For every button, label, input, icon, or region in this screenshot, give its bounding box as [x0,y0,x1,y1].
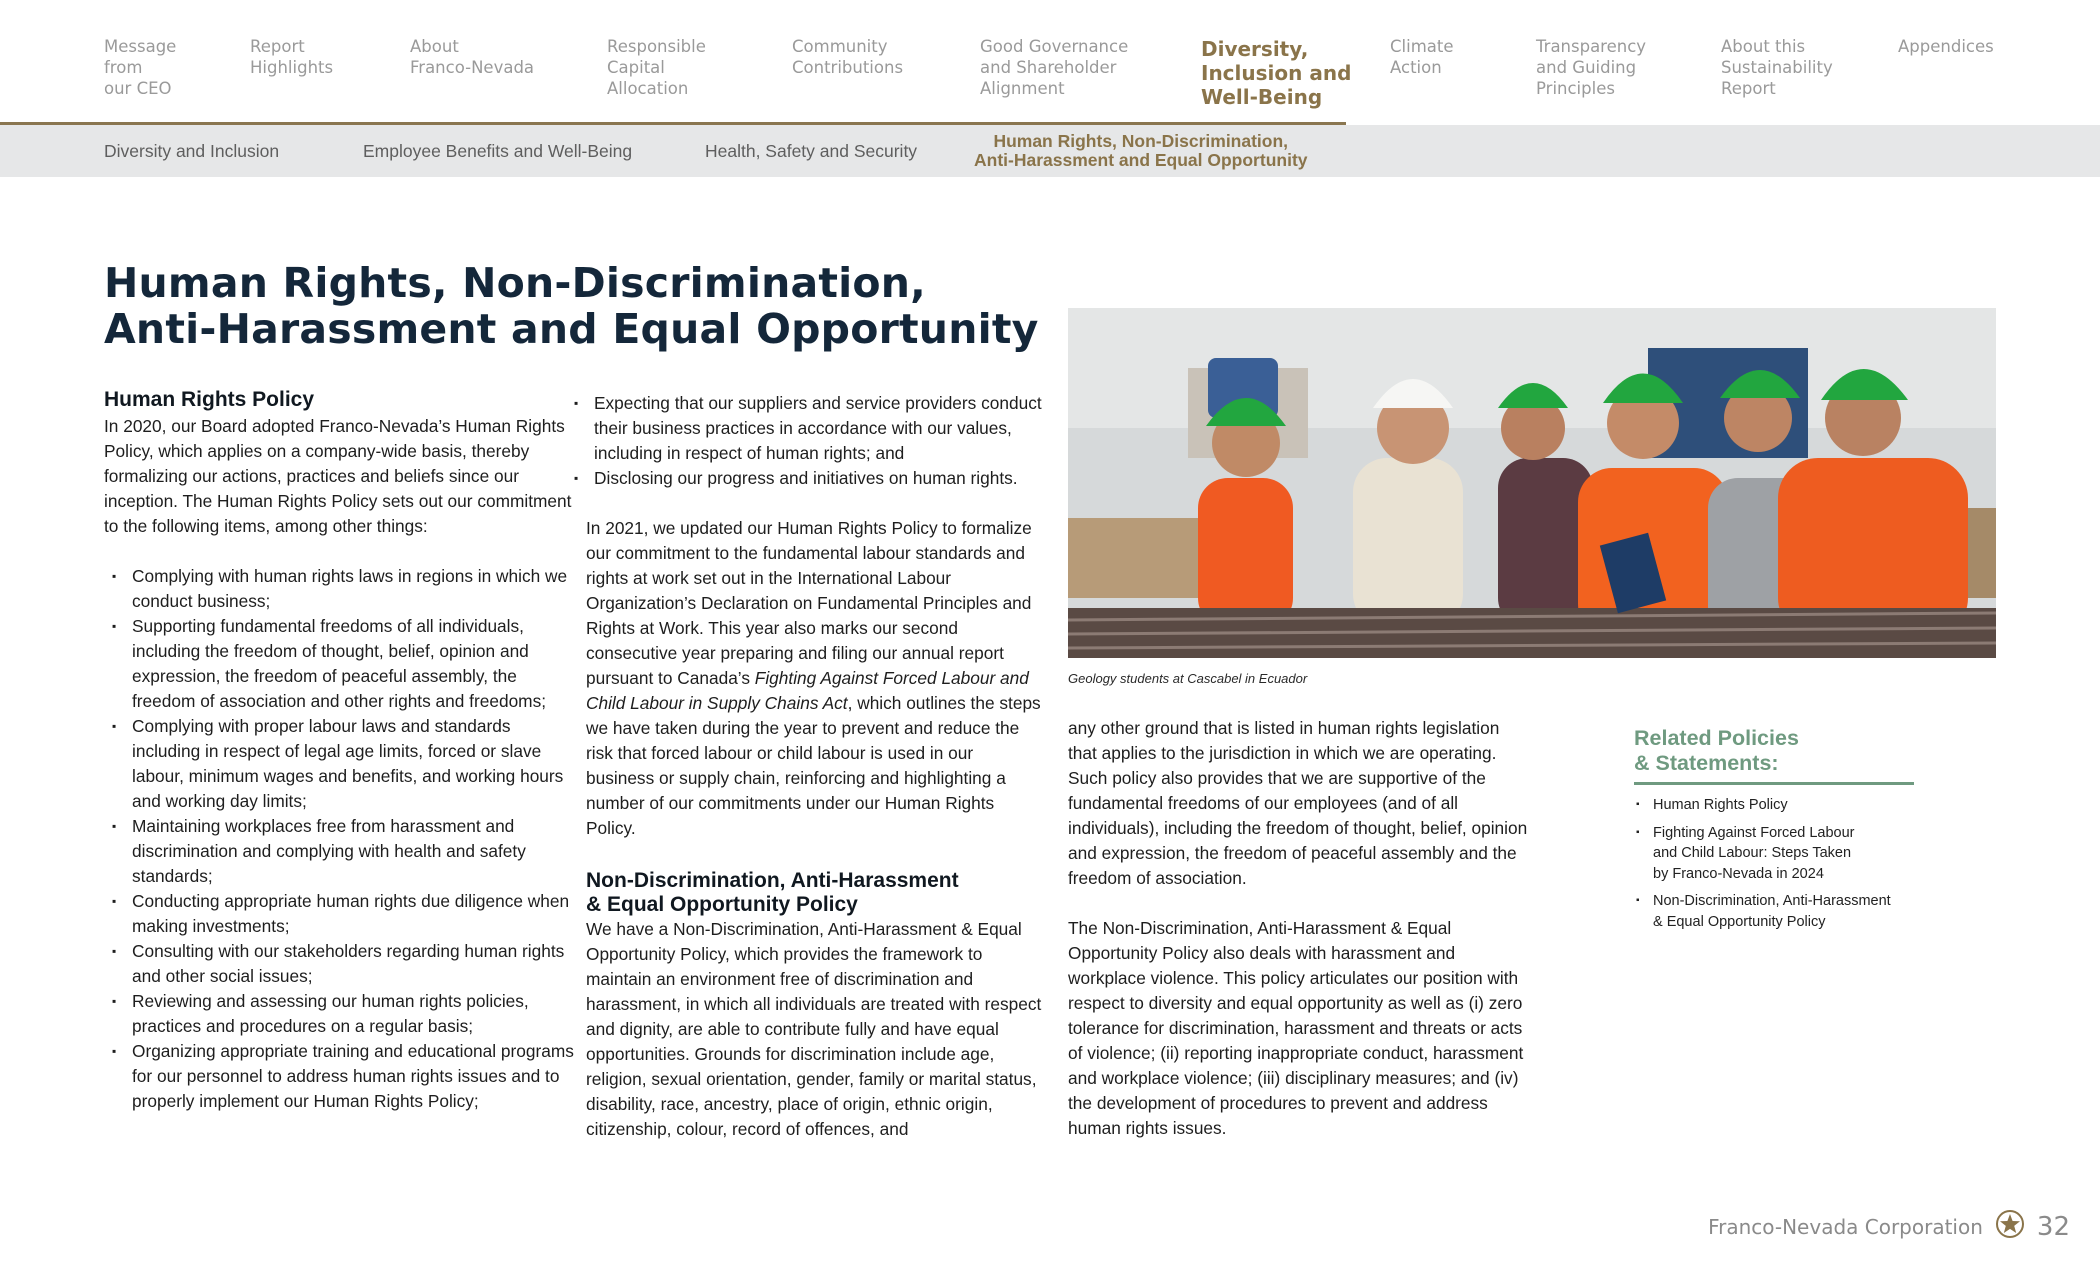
human-rights-update-paragraph [586,516,1046,841]
human-rights-intro: In 2020, our Board adopted Franco-Nevada’s Human Rights Policy, which applies on a company-wide basis, thereby formalizing our actions, practices and beliefs since our inception. The Human Rights Policy sets out our commitment to the following items, among other things: [104,416,572,536]
nav-item-climate-action[interactable]: Climate Action [1390,37,1454,77]
nav-item-responsible-capital-allocation[interactable]: Responsible Capital Allocation [607,37,706,98]
act-title: Fighting Against Forced Labour and Child Labour in Supply Chains Act [586,668,1029,713]
commitments-list-continued [566,391,1046,491]
sub-navigation [0,125,2100,177]
human-rights-policy-heading: Human Rights Policy [104,388,315,411]
related-policy-link[interactable]: ▪ Non-Discrimination, Anti-Harassment & Equal Opportunity Policy [1634,891,1914,932]
related-policies-heading: Related Policies & Statements: [1634,726,1799,775]
subnav-human-rights[interactable]: Human Rights, Non-Discrimination, Anti-Harassment and Equal Opportunity [974,131,1308,170]
paragraph-text: , which outlines the steps we have taken during the year to prevent and reduce the risk that forced labour or child labour is used in our business or supply chain, reinforcing and highlighting a number of our commitments under our Human Rights Policy. [586,693,1041,838]
geology-students-photo [1068,308,1996,658]
subnav-employee-benefits[interactable]: Employee Benefits and Well-Being [363,140,633,161]
page-number: 32 [2036,1211,2070,1242]
corporation-name: Franco-Nevada Corporation [1708,1214,1983,1239]
list-item: ▪ Complying with proper labour laws and standards including in respect of legal age limits, forced or slave labour, minimum wages and benefits, and working hours and working day limits; [104,714,574,814]
related-policy-link[interactable]: ▪ Fighting Against Forced Labour and Child Labour: Steps Taken by Franco-Nevada in 2024 [1634,823,1914,885]
list-item: ▪ Supporting fundamental freedoms of all individuals, including the freedom of thought, belief, opinion and expression, the freedom of peaceful assembly, the freedom of association and other rights and freedoms; [104,614,574,714]
list-item: ▪ Organizing appropriate training and educational programs for our personnel to address human rights issues and to properly implement our Human Rights Policy; [104,1039,574,1114]
non-discrimination-paragraph-continued: any other ground that is listed in human rights legislation that applies to the jurisdiction in which we are operating. Such policy also provides that we are supportive of the fundamental freedoms of our employees (and of all individuals), including the freedom of thought, belief, opinion and expression, the freedom of peaceful assembly and the freedom of association. [1068,718,1528,888]
related-policy-link[interactable]: ▪ Human Rights Policy [1634,795,1914,816]
photo-caption: Geology students at Cascabel in Ecuador [1068,671,1308,686]
section-navigation [0,0,2100,124]
list-item: ▪ Conducting appropriate human rights due diligence when making investments; [104,889,574,939]
related-policies-box [1634,726,1914,939]
list-item: ▪ Disclosing our progress and initiatives on human rights. [566,466,1046,491]
page-title: Human Rights, Non-Discrimination, Anti-Harassment and Equal Opportunity [104,259,1039,353]
list-item: ▪ Maintaining workplaces free from harassment and discrimination and complying with health and safety standards; [104,814,574,889]
nav-item-about-this-report[interactable]: About this Sustainability Report [1721,37,1833,98]
divider [1634,782,1914,785]
non-discrimination-paragraph: We have a Non-Discrimination, Anti-Harassment & Equal Opportunity Policy, which provides the framework to maintain an environment free of discrimination and harassment, in which all individuals are treated with respect and dignity, are able to contribute fully and have equal opportunities. Grounds for discrimination include age, religion, sexual orientation, gender, family or marital status, disability, race, ancestry, place of origin, ethnic origin, citizenship, colour, record of offences, and [586,919,1042,1139]
related-policies-list [1634,795,1914,932]
list-item: ▪ Consulting with our stakeholders regarding human rights and other social issues; [104,939,574,989]
column-2 [586,391,1046,1142]
nav-item-community-contributions[interactable]: Community Contributions [792,37,904,77]
paragraph-text: In 2021, we updated our Human Rights Policy to formalize our commitment to the fundamental labour standards and rights at work set out in the International Labour Organization’s Declaration on Fundamental Principles and Rights at Work. This year also marks our second consecutive year preparing and filing our annual report pursuant to Canada’s [586,518,1032,688]
nav-item-report-highlights[interactable]: Report Highlights [250,37,334,77]
nav-item-transparency[interactable]: Transparency and Guiding Principles [1536,37,1647,98]
list-item: ▪ Expecting that our suppliers and service providers conduct their business practices in accordance with our values, including in respect of human rights; and [566,391,1046,466]
subnav-health-safety[interactable]: Health, Safety and Security [705,140,918,161]
subnav-diversity-inclusion[interactable]: Diversity and Inclusion [104,140,280,161]
non-discrimination-policy-heading: Non-Discrimination, Anti-Harassment & Equal Opportunity Policy [586,869,959,916]
nav-item-diversity-inclusion[interactable]: Diversity, Inclusion and Well-Being [1201,37,1352,109]
commitments-list [104,564,574,1114]
list-item: ▪ Complying with human rights laws in regions in which we conduct business; [104,564,574,614]
harassment-violence-paragraph: The Non-Discrimination, Anti-Harassment & Equal Opportunity Policy also deals with harassment and workplace violence. This policy articulates our position with respect to diversity and equal opportunity as well as (i) zero tolerance for discrimination, harassment and threats or acts of violence; (ii) reporting inappropriate conduct, harassment and workplace violence; (iii) disciplinary measures; and (iv) the development of procedures to prevent and address human rights issues. [1068,918,1524,1138]
nav-item-about-franco-nevada[interactable]: About Franco-Nevada [410,37,535,77]
nav-item-appendices[interactable]: Appendices [1898,37,1994,56]
page-footer [1708,1209,2070,1244]
list-item: ▪ Reviewing and assessing our human rights policies, practices and procedures on a regular basis; [104,989,574,1039]
column-3 [1068,716,1528,1141]
nav-item-message-from-ceo[interactable]: Message from our CEO [104,37,177,98]
star-logo-icon [1995,1209,2025,1244]
nav-item-good-governance[interactable]: Good Governance and Shareholder Alignment [980,37,1129,98]
column-1 [104,388,574,1114]
